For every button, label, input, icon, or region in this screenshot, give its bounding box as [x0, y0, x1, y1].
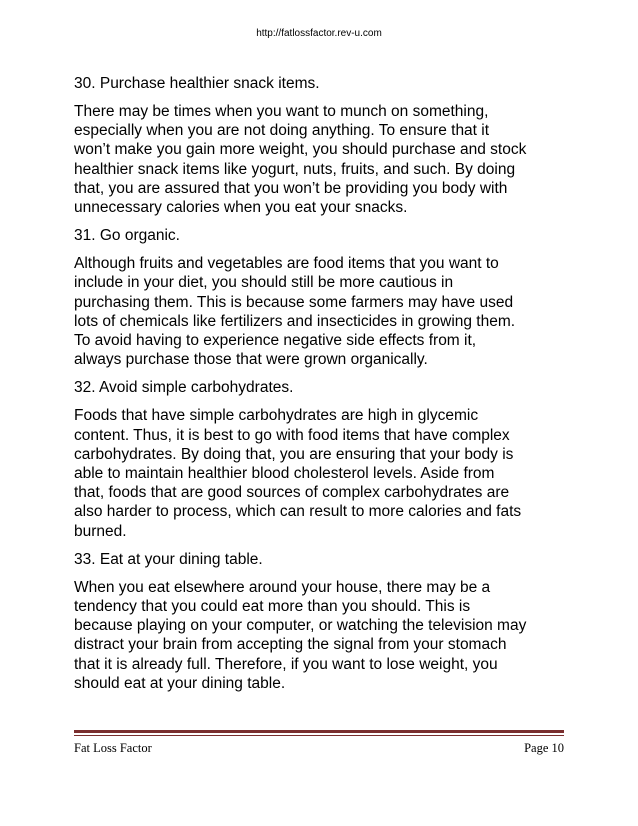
section-paragraph-30	[74, 102, 574, 217]
footer-divider-thin	[74, 735, 564, 736]
section-heading-32: 32. Avoid simple carbohydrates.	[74, 379, 294, 397]
paragraph-line: To avoid having to experience negative side effects from it,	[74, 332, 477, 350]
paragraph-line: burned.	[74, 522, 127, 540]
paragraph-line: include in your diet, you should still be more cautious in	[74, 274, 454, 292]
paragraph-line: won’t make you gain more weight, you should purchase and stock	[74, 141, 527, 159]
paragraph-line: that, foods that are good sources of complex carbohydrates are	[74, 484, 510, 502]
section-paragraph-31	[74, 254, 574, 369]
page-number: Page 10	[524, 741, 564, 755]
header-url: http://fatlossfactor.rev-u.com	[256, 28, 382, 39]
paragraph-line: tendency that you could eat more than you should. This is	[74, 598, 471, 616]
paragraph-line: that, you are assured that you won’t be providing you body with	[74, 179, 508, 197]
paragraph-line: Although fruits and vegetables are food items that you want to	[74, 255, 499, 273]
paragraph-line: When you eat elsewhere around your house, there may be a	[74, 578, 491, 596]
paragraph-line: lots of chemicals like fertilizers and insecticides in growing them.	[74, 312, 516, 330]
paragraph-line: content. Thus, it is best to go with food items that have complex	[74, 426, 510, 444]
paragraph-line: carbohydrates. By doing that, you are ensuring that your body is	[74, 445, 514, 463]
paragraph-line: unnecessary calories when you eat your snacks.	[74, 199, 408, 217]
footer-title: Fat Loss Factor	[74, 741, 152, 755]
section-paragraph-33	[74, 578, 574, 693]
paragraph-line: purchasing them. This is because some farmers may have used	[74, 293, 514, 311]
paragraph-line: should eat at your dining table.	[74, 674, 286, 692]
paragraph-line: always purchase those that were grown organically.	[74, 351, 428, 369]
paragraph-line: because playing on your computer, or watching the television may	[74, 617, 527, 635]
section-paragraph-32	[74, 406, 574, 540]
paragraph-line: distract your brain from accepting the signal from your stomach	[74, 636, 507, 654]
paragraph-line: There may be times when you want to munch on something,	[74, 103, 489, 120]
footer-divider-thick	[74, 730, 564, 733]
paragraph-line: able to maintain healthier blood cholesterol levels. Aside from	[74, 465, 495, 483]
paragraph-line: that it is already full. Therefore, if you want to lose weight, you	[74, 655, 498, 673]
document-body	[74, 74, 574, 702]
section-heading-31: 31. Go organic.	[74, 227, 180, 245]
section-heading-33: 33. Eat at your dining table.	[74, 550, 263, 568]
paragraph-line: healthier snack items like yogurt, nuts, fruits, and such. By doing	[74, 160, 516, 178]
paragraph-line: Foods that have simple carbohydrates are high in glycemic	[74, 407, 479, 425]
section-heading-30: 30. Purchase healthier snack items.	[74, 75, 320, 92]
paragraph-line: especially when you are not doing anything. To ensure that it	[74, 122, 490, 140]
paragraph-line: also harder to process, which can result to more calories and fats	[74, 503, 522, 521]
